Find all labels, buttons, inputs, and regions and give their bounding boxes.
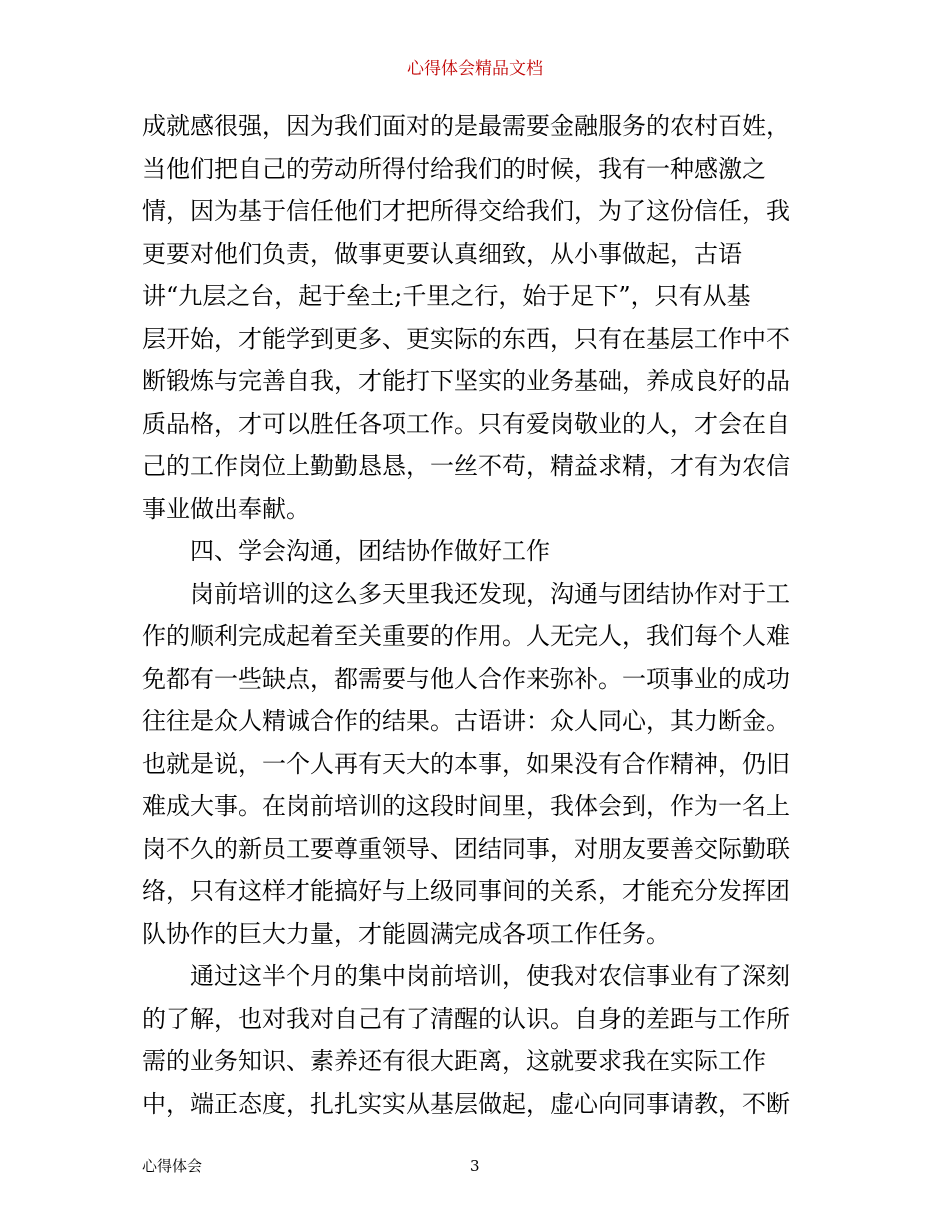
text-line: 络，只有这样才能搞好与上级同事间的关系，才能充分发挥团 bbox=[142, 877, 790, 905]
text-line: 岗不久的新员工要尊重领导、团结同事，对朋友要善交际勤联 bbox=[142, 834, 790, 863]
text-line: 的了解，也对我对自己有了清醒的认识。自身的差距与工作所 bbox=[142, 1004, 790, 1033]
text-line: 作的顺利完成起着至关重要的作用。人无完人，我们每个人难 bbox=[142, 622, 790, 650]
page-footer-label: 心得体会 bbox=[142, 1157, 203, 1175]
text-line: 己的工作岗位上勤勤恳恳，一丝不苟，精益求精，才有为农信 bbox=[142, 452, 790, 480]
text-line: 质品格，才可以胜任各项工作。只有爱岗敬业的人，才会在自 bbox=[142, 409, 790, 438]
text-line: 讲“九层之台，起于垒土;千里之行，始于足下”，只有从基 bbox=[142, 282, 751, 310]
text-line: 通过这半个月的集中岗前培训，使我对农信事业有了深刻 bbox=[190, 962, 790, 990]
text-line: 免都有一些缺点，都需要与他人合作来弥补。一项事业的成功 bbox=[142, 664, 790, 693]
document-body bbox=[142, 105, 812, 1125]
text-line: 中，端正态度，扎扎实实从基层做起，虚心向同事请教，不断 bbox=[142, 1089, 790, 1118]
text-line: 断锻炼与完善自我，才能打下坚实的业务基础，养成良好的品 bbox=[142, 367, 790, 395]
text-line: 更要对他们负责，做事更要认真细致，从小事做起，古语 bbox=[142, 239, 742, 268]
text-line: 成就感很强，因为我们面对的是最需要金融服务的农村百姓， bbox=[142, 112, 790, 140]
text-line: 也就是说，一个人再有天大的本事，如果没有合作精神，仍旧 bbox=[142, 749, 790, 778]
text-line: 难成大事。在岗前培训的这段时间里，我体会到，作为一名上 bbox=[142, 792, 790, 820]
text-line: 情，因为基于信任他们才把所得交给我们，为了这份信任，我 bbox=[142, 197, 790, 225]
text-line: 事业做出奉献。 bbox=[142, 494, 310, 523]
text-line: 岗前培训的这么多天里我还发现，沟通与团结协作对于工 bbox=[190, 579, 790, 608]
page-header-title: 心得体会精品文档 bbox=[407, 59, 543, 79]
section-heading: 四、学会沟通，团结协作做好工作 bbox=[190, 537, 550, 565]
text-line: 当他们把自己的劳动所得付给我们的时候，我有一种感激之 bbox=[142, 154, 766, 183]
text-line: 层开始，才能学到更多、更实际的东西，只有在基层工作中不 bbox=[142, 324, 790, 353]
text-line: 队协作的巨大力量，才能圆满完成各项工作任务。 bbox=[142, 919, 670, 948]
text-line: 需的业务知识、素养还有很大距离，这就要求我在实际工作 bbox=[142, 1047, 766, 1075]
page-number: 3 bbox=[470, 1157, 480, 1175]
text-line: 往往是众人精诚合作的结果。古语讲：众人同心，其力断金。 bbox=[142, 707, 790, 735]
